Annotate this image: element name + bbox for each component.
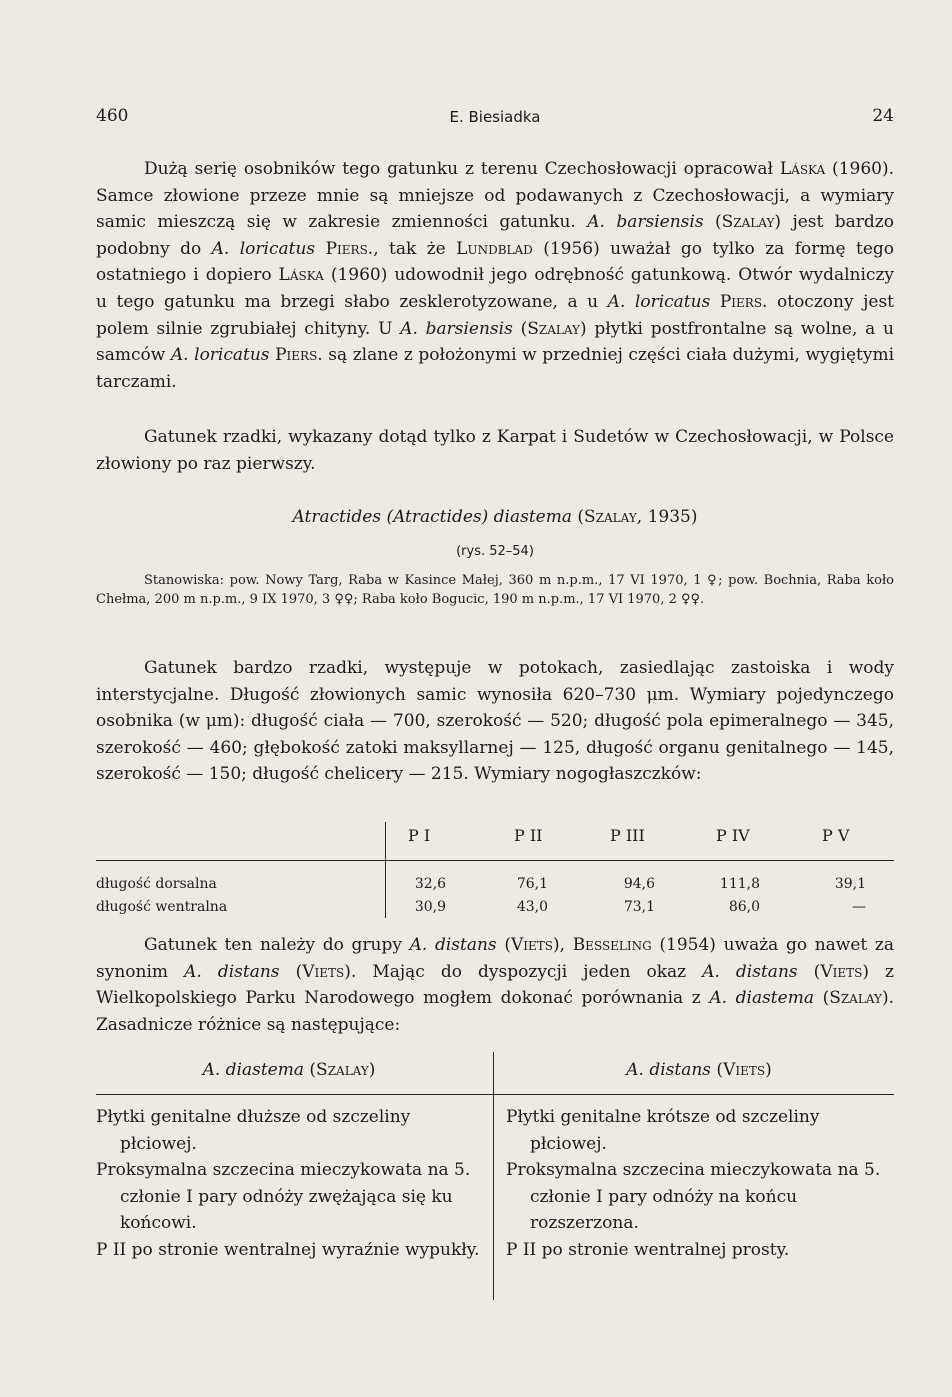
column-header: P I xyxy=(408,826,431,845)
comparison-item: Płytki genitalne krótsze od szczeliny płciowej. xyxy=(506,1107,820,1154)
table-cell: 30,9 xyxy=(414,899,446,915)
table-divider-horizontal xyxy=(96,860,894,861)
column-header: P III xyxy=(610,826,645,845)
species-heading-author: Szalay xyxy=(584,507,637,527)
table-cell: 39,1 xyxy=(834,876,866,892)
author-name: Láska xyxy=(779,159,826,179)
author-name: Szalay xyxy=(316,1060,369,1080)
running-header xyxy=(96,106,894,130)
species-heading-year: , 1935) xyxy=(636,507,698,527)
text-run: ) płytki postfrontalne są wolne, a u samców xyxy=(96,318,895,366)
author-name: Besseling xyxy=(572,935,652,955)
table-cell: 73,1 xyxy=(623,899,655,915)
text-run: (1954) uważa go nawet za synonim xyxy=(96,935,895,982)
comparison-divider-vertical xyxy=(493,1052,494,1300)
species-name: A. distans xyxy=(626,1060,712,1080)
species-name: A. barsiensis xyxy=(400,318,513,339)
measurements-table xyxy=(96,822,894,918)
text-run: ) jest bardzo podobny do xyxy=(96,212,894,259)
text-run: ). Mając do dyspozycji jeden okaz xyxy=(344,961,703,982)
table-cell: 76,1 xyxy=(516,876,548,892)
comparison-item: P II po stronie wentralnej prosty. xyxy=(506,1239,790,1260)
text-run: ( xyxy=(496,935,511,955)
stations-paragraph: Stanowiska: pow. Nowy Targ, Raba w Kasince Małej, 360 m n.p.m., 17 VI 1970, 1 ♀; pow. Bochnia, Raba koło Chełma, 200 m n.p.m., 9 IX 1970, 3 ♀♀; Raba koło Bogucic, 190 m n.p.m., 17 VI 1970, 2 ♀♀. xyxy=(96,573,894,608)
column-header: P II xyxy=(514,826,543,845)
text-run: ( xyxy=(512,318,528,339)
author-name: Piers. xyxy=(325,238,374,259)
text-run: Dużą serię osobników tego gatunku z terenu Czechosłowacji opracował xyxy=(144,159,780,179)
page-number: 460 xyxy=(96,106,129,126)
species-name: A. distans xyxy=(702,961,798,982)
species-heading xyxy=(96,507,894,527)
text-run: Gatunek ten należy do grupy xyxy=(144,935,410,955)
text-run: , tak że xyxy=(373,238,457,259)
comparison-left-heading xyxy=(96,1060,482,1080)
group-paragraph xyxy=(96,932,894,1038)
intro-paragraph xyxy=(96,156,894,395)
comparison-item: Płytki genitalne dłuższe od szczeliny płciowej. xyxy=(96,1107,411,1154)
row-label: długość wentralna xyxy=(96,899,228,915)
comparison-right-column xyxy=(506,1104,892,1264)
text-run xyxy=(710,292,720,312)
row-label: długość dorsalna xyxy=(96,876,217,892)
species-name: A. loricatus xyxy=(211,238,316,259)
table-cell: 43,0 xyxy=(516,899,548,915)
comparison-left-column xyxy=(96,1104,482,1264)
comparison-item: Proksymalna szczecina mieczykowata na 5. członie I pary odnóży zwężająca się ku końcowi. xyxy=(96,1160,471,1234)
species-name: A. distans xyxy=(409,935,497,955)
author-name: Szalay xyxy=(527,318,580,339)
text-run: ), xyxy=(552,935,573,955)
text-run: (1960) udowodnił jego odrębność gatunkową. Otwór wydalniczy u tego gatunku ma brzegi słabo zesklerotyzowane, a u xyxy=(96,265,895,312)
comparison-right-heading xyxy=(506,1060,892,1080)
comparison-item: P II po stronie wentralnej wyraźnie wypukły. xyxy=(96,1239,480,1260)
author-name: Szalay xyxy=(721,212,775,233)
text-run: ( xyxy=(279,961,303,982)
column-header: P IV xyxy=(716,826,750,845)
species-name: A. barsiensis xyxy=(587,212,704,233)
text-run: ) xyxy=(765,1060,772,1080)
species-name: A. loricatus xyxy=(607,291,711,312)
column-header: P V xyxy=(822,826,850,845)
author-name: Piers. xyxy=(719,291,768,312)
author-name: Viets xyxy=(302,961,345,982)
text-run: ( xyxy=(813,988,830,1009)
author-name: Viets xyxy=(820,961,863,982)
author-name: Szalay xyxy=(829,988,882,1009)
distribution-paragraph: Gatunek rzadki, wykazany dotąd tylko z Karpat i Sudetów w Czechosłowacji, w Polsce złowiony po raz pierwszy. xyxy=(96,427,894,474)
text-run: ) z Wielkopolskiego Parku Narodowego mogłem dokonać porównania z xyxy=(96,961,894,1009)
species-name: A. loricatus xyxy=(170,345,270,366)
text-run xyxy=(315,239,325,259)
table-cell: 86,0 xyxy=(728,899,760,915)
figure-reference: (rys. 52–54) xyxy=(456,544,534,559)
author-name: Láska xyxy=(278,265,324,286)
comparison-table xyxy=(96,1052,894,1302)
table-cell: 94,6 xyxy=(623,876,655,892)
text-run: ( xyxy=(703,212,722,233)
species-name: A. diastema xyxy=(709,988,814,1009)
author-name: Piers. xyxy=(275,345,323,366)
text-run: ( xyxy=(304,1060,317,1080)
text-run: (1960). Samce złowione przeze mnie są mniejsze od podawanych z Czechosłowacji, a wymiary samic mieszczą się w zakresie zmienności gatunku. xyxy=(96,159,894,233)
author-name: Lundblad xyxy=(456,238,533,259)
species-heading-name: Atractides (Atractides) diastema xyxy=(292,507,572,527)
text-run: otoczony jest polem silnie zgrubiałej chityny. U xyxy=(96,291,894,339)
volume-number: 24 xyxy=(872,106,894,126)
text-run: ( xyxy=(711,1060,724,1080)
species-name: A. diastema xyxy=(202,1060,304,1080)
author-name: Viets xyxy=(723,1060,766,1080)
text-run: ( xyxy=(797,961,821,982)
table-cell: 111,8 xyxy=(719,876,760,892)
text-run: są zlane z położonymi w przedniej części ciała dużymi, wygiętymi tarczami. xyxy=(96,345,895,392)
table-cell: — xyxy=(852,899,866,915)
species-name: A. distans xyxy=(184,961,280,982)
text-run: ( xyxy=(571,507,585,527)
author-name: Viets xyxy=(510,935,553,955)
text-run: ) xyxy=(368,1060,376,1080)
text-run: (1956) uważał go tylko za formę tego ostatniego i dopiero xyxy=(96,238,894,286)
text-run: ). Zasadnicze różnice są następujące: xyxy=(96,988,894,1035)
comparison-item: Proksymalna szczecina mieczykowata na 5. członie I pary odnóży na końcu rozszerzona. xyxy=(506,1160,881,1234)
table-cell: 32,6 xyxy=(414,876,446,892)
description-paragraph: Gatunek bardzo rzadki, występuje w potokach, zasiedlając zastoiska i wody interstycjalne. Długość złowionych samic wynosiła 620–730 μm. Wymiary pojedynczego osobnika (w μm): długość ciała — 700, szerokość — 520; długość pola epimeralnego — 345, szerokość — 460; głębokość zatoki maksyllarnej — 125, długość organu genitalnego — 145, szerokość — 150; długość chelicery — 215. Wymiary nogogłaszczków: xyxy=(96,658,894,785)
running-author: E. Biesiadka xyxy=(449,108,541,126)
comparison-divider-horizontal xyxy=(96,1094,894,1095)
